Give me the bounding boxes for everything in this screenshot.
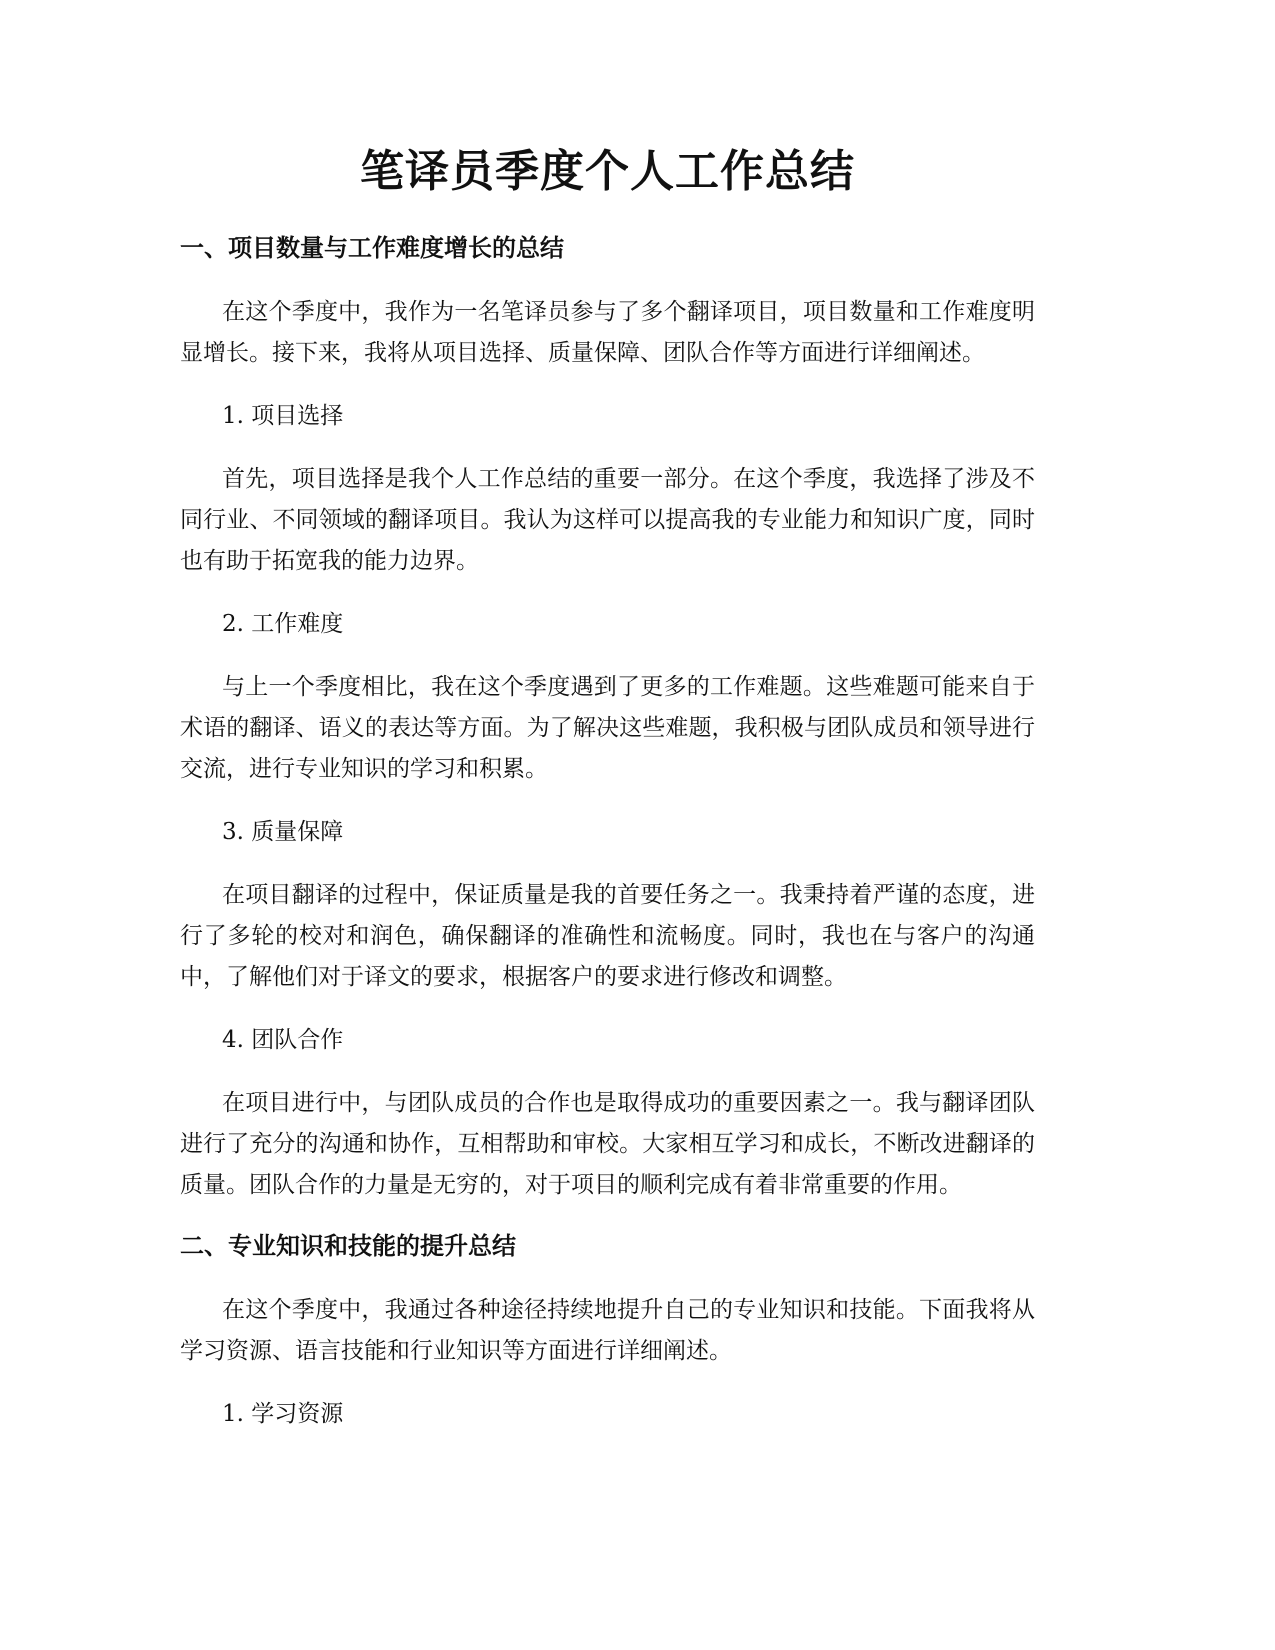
section-heading: 一、项目数量与工作难度增长的总结 [180, 234, 564, 262]
section-heading: 二、专业知识和技能的提升总结 [180, 1232, 516, 1260]
subheading: 1. 项目选择 [222, 403, 344, 429]
paragraph: 首先，项目选择是我个人工作总结的重要一部分。在这个季度，我选择了涉及不同行业、不同领域的翻译项目。我认为这样可以提高我的专业能力和知识广度，同时也有助于拓宽我的能力边界。 [180, 466, 1035, 574]
section-intro: 在这个季度中，我通过各种途径持续地提升自己的专业知识和技能。下面我将从学习资源、语言技能和行业知识等方面进行详细阐述。 [180, 1297, 1035, 1364]
subheading: 1. 学习资源 [222, 1401, 344, 1427]
subheading: 4. 团队合作 [222, 1027, 344, 1053]
paragraph: 在项目进行中，与团队成员的合作也是取得成功的重要因素之一。我与翻译团队进行了充分的沟通和协作，互相帮助和审校。大家相互学习和成长，不断改进翻译的质量。团队合作的力量是无穷的，对于项目的顺利完成有着非常重要的作用。 [180, 1090, 1035, 1198]
paragraph: 在项目翻译的过程中，保证质量是我的首要任务之一。我秉持着严谨的态度，进行了多轮的校对和润色，确保翻译的准确性和流畅度。同时，我也在与客户的沟通中，了解他们对于译文的要求，根据客户的要求进行修改和调整。 [180, 882, 1035, 990]
section-intro: 在这个季度中，我作为一名笔译员参与了多个翻译项目，项目数量和工作难度明显增长。接下来，我将从项目选择、质量保障、团队合作等方面进行详细阐述。 [180, 299, 1035, 366]
subheading: 2. 工作难度 [222, 611, 344, 637]
document-title: 笔译员季度个人工作总结 [360, 146, 855, 197]
subheading: 3. 质量保障 [222, 819, 344, 845]
paragraph: 与上一个季度相比，我在这个季度遇到了更多的工作难题。这些难题可能来自于术语的翻译、语义的表达等方面。为了解决这些难题，我积极与团队成员和领导进行交流，进行专业知识的学习和积累。 [180, 674, 1035, 782]
document-page [180, 140, 1035, 1435]
